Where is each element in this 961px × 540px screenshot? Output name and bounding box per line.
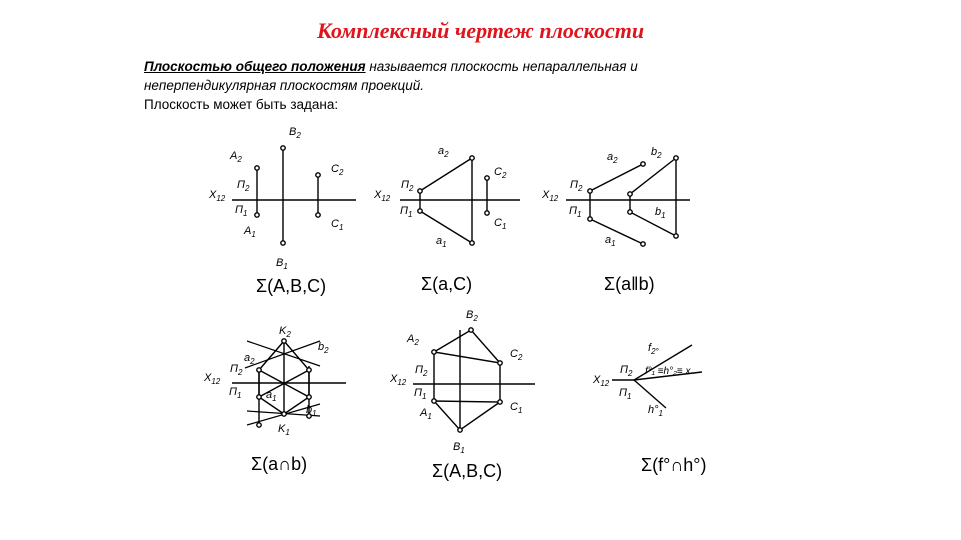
point-c2	[498, 361, 502, 365]
line-b2	[630, 158, 676, 194]
caption-f-int-h: Σ(f°∩h°)	[641, 455, 707, 475]
caption-abc-triangle: Σ(A,B,C)	[432, 461, 503, 481]
label-b2: $b_2$	[318, 341, 329, 355]
point-c2	[316, 173, 320, 177]
label-x12: $X_{12}$	[374, 189, 391, 203]
point	[418, 209, 422, 213]
point-b1	[281, 241, 285, 245]
label-c2: $C_2$	[331, 163, 344, 177]
point	[588, 189, 592, 193]
label-x12: $X_{12}$	[209, 189, 226, 203]
label-f2: $f_{2^\circ}$	[648, 342, 659, 356]
label-c1: $C_1$	[331, 218, 344, 232]
label-pi1: $П_1$	[569, 205, 582, 219]
point-a1	[255, 213, 259, 217]
label-pi1: $П_1$	[400, 205, 413, 219]
point	[470, 241, 474, 245]
label-a2: $A_2$	[407, 333, 419, 347]
point-b1	[458, 428, 462, 432]
label-k2: $K_2$	[279, 325, 291, 339]
caption-a-int-b: Σ(a∩b)	[251, 454, 308, 474]
figure-line-point	[400, 156, 520, 245]
label-k1: $K_1$	[278, 423, 290, 437]
label-a2: $A_2$	[230, 150, 242, 164]
point-c2	[485, 176, 489, 180]
point	[257, 423, 261, 427]
label-x12: $X_{12}$	[204, 372, 221, 386]
point	[674, 234, 678, 238]
label-b2: $B_2$	[289, 126, 301, 140]
point-a2	[432, 350, 436, 354]
definition-rest: называется плоскость непараллельная и	[365, 59, 638, 74]
label-x12: $X_{12}$	[542, 189, 559, 203]
point-c1	[498, 400, 502, 404]
triangle-projection-1	[434, 401, 500, 430]
label-b1: $b_1$	[655, 206, 666, 220]
point	[257, 368, 261, 372]
label-pi1: $П_1$	[229, 386, 242, 400]
label-pi2: $П_2$	[415, 364, 428, 378]
label-a1: $A_1$	[244, 225, 256, 239]
point	[674, 156, 678, 160]
line-a2	[420, 158, 472, 191]
label-pi2: $П_2$	[237, 179, 250, 193]
line-b1	[630, 212, 676, 236]
label-pi1: $П_1$	[414, 387, 427, 401]
point	[641, 162, 645, 166]
point-a1	[432, 399, 436, 403]
point-c1	[485, 211, 489, 215]
triangle-projection-2	[434, 330, 500, 363]
label-c1: $C_1$	[510, 401, 523, 415]
point-k1	[282, 412, 286, 416]
label-pi2: $П_2$	[620, 364, 633, 378]
line-a1	[420, 211, 472, 243]
point	[628, 210, 632, 214]
label-b2: $B_2$	[466, 309, 478, 323]
label-pi2: $П_2$	[570, 179, 583, 193]
line-a2	[590, 164, 643, 191]
label-x12: $X_{12}$	[593, 374, 610, 388]
label-a2: $a_2$	[438, 145, 449, 159]
label-b2: $b_2$	[651, 146, 662, 160]
point	[257, 395, 261, 399]
given-text: Плоскость может быть задана:	[144, 97, 339, 112]
point-b2	[469, 328, 473, 332]
label-pi2: $П_2$	[401, 179, 414, 193]
point	[470, 156, 474, 160]
caption-a-c: Σ(a,C)	[421, 274, 473, 294]
label-c2: $C_2$	[510, 348, 523, 362]
point	[418, 189, 422, 193]
point	[307, 368, 311, 372]
label-c1: $C_1$	[494, 217, 507, 231]
label-a1: $a_1$	[605, 234, 616, 248]
label-a1: $a_1$	[266, 389, 277, 403]
label-b1: $B_1$	[276, 257, 288, 271]
point-c1	[316, 213, 320, 217]
slide-title: Комплексный чертеж плоскости	[316, 18, 645, 43]
label-b1: $b_1$	[306, 404, 317, 418]
figure-parallel-lines	[566, 156, 690, 246]
label-pi2: $П_2$	[230, 363, 243, 377]
label-x12: $X_{12}$	[390, 373, 407, 387]
caption-a-par-b: Σ(a‖b)	[604, 274, 655, 294]
label-h1: $h^\circ_1$	[648, 404, 663, 418]
label-f1-h2-x: f°₁ ≡h°₂≡ x	[645, 366, 691, 377]
label-c2: $C_2$	[494, 166, 507, 180]
point	[641, 242, 645, 246]
point-k2	[282, 339, 286, 343]
label-a1: $a_1$	[436, 235, 447, 249]
label-a2: $a_2$	[244, 352, 255, 366]
point	[628, 192, 632, 196]
caption-abc: Σ(A,B,C)	[256, 276, 327, 296]
point-b2	[281, 146, 285, 150]
label-a1: $A_1$	[420, 407, 432, 421]
point	[307, 395, 311, 399]
label-a2: $a_2$	[607, 151, 618, 165]
label-pi1: $П_1$	[235, 204, 248, 218]
label-b1: $B_1$	[453, 441, 465, 455]
line-a2-ext	[245, 341, 320, 368]
definition-term: Плоскостью общего положения	[144, 59, 366, 74]
label-pi1: $П_1$	[619, 387, 632, 401]
point	[588, 217, 592, 221]
point-a2	[255, 166, 259, 170]
line-a1	[590, 219, 643, 244]
definition-line-2: неперпендикулярная плоскостям проекций.	[144, 78, 424, 93]
